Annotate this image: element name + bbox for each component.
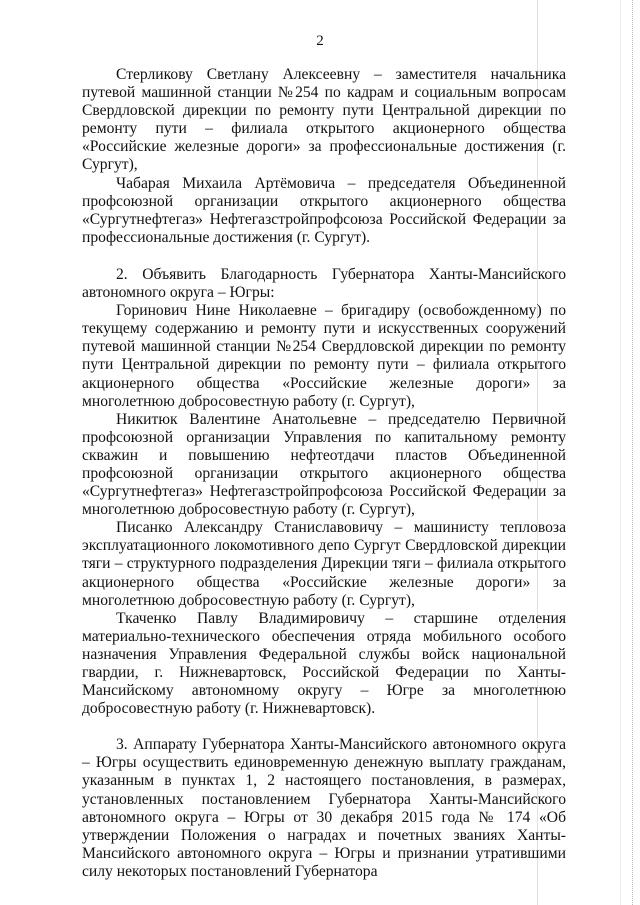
page-number: 2 xyxy=(316,33,324,49)
section-2-heading: 2. Объявить Благодарность Губернатора Ханты-Мансийского автономного округа – Югры: xyxy=(82,265,566,302)
paragraph-sterlikova: Стерликову Светлану Алексеевну – заместителя начальника путевой машинной станции №254 по кадрам и социальным вопросам Свердловской дирекции по ремонту пути Центральной дирекции по ремонту пути – филиала открытого акционерного общества «Российские железные дороги» за профессиональные достижения (г. Сургут), xyxy=(82,66,566,174)
scan-artifact-dotted-line xyxy=(632,0,633,905)
section-3-paragraph: 3. Аппарату Губернатора Ханты-Мансийского автономного округа – Югры осуществить единовременную денежную выплату гражданам, указанным в пунктах 1, 2 настоящего постановления, в размерах, установленных постановлением Губернатора Ханты-Мансийского автономного округа – Югры от 30 декабря 2015 года № 174 «Об утверждении Положения о наградах и почетных званиях Ханты-Мансийского автономного округа – Югры и признании утратившими силу некоторых постановлений Губернатора xyxy=(82,736,566,880)
paragraph-spacer xyxy=(82,247,566,266)
paragraph-chabaraya: Чабарая Михаила Артёмовича – председателя Объединенной профсоюзной организации открытого акционерного общества «Сургутнефтегаз» Нефтегазстройпрофсоюза Российской Федерации за профессиональные достижения (г. Сургут). xyxy=(82,174,566,246)
paragraph-nikityuk: Никитюк Валентине Анатольевне – председателю Первичной профсоюзной организации Управления по капитальному ремонту скважин и повышению нефтеотдачи пластов Объединенной профсоюзной организации открытого акционерного общества «Сургутнефтегаз» Нефтегазстройпрофсоюза Российской Федерации за многолетнюю добросовестную работу (г. Сургут), xyxy=(82,410,566,519)
paragraph-tkachenko: Ткаченко Павлу Владимировичу – старшине отделения материально-технического обеспечения отряда мобильного особого назначения Управления Федеральной службы войск национальной гвардии, г. Нижневартовск, Российской Федерации по Ханты-Мансийскому автономному округу – Югре за многолетнюю добросовестную работу (г. Нижневартовск). xyxy=(82,609,566,718)
document-body xyxy=(82,66,566,881)
paragraph-gorinovich: Горинович Нине Николаевне – бригадиру (освобожденному) по текущему содержанию и ремонту пути и искусственных сооружений путевой машинной станции №254 Свердловской дирекции по ремонту пути Центральной дирекции по ремонту пути – филиала открытого акционерного общества «Российские железные дороги» за многолетнюю добросовестную работу (г. Сургут), xyxy=(82,302,566,410)
paragraph-pisanko: Писанко Александру Станиславовичу – машинисту тепловоза эксплуатационного локомотивного депо Сургут Свердловской дирекции тяги – структурного подразделения Дирекции тяги – филиала открытого акционерного общества «Российские железные дороги» за многолетнюю добросовестную работу (г. Сургут), xyxy=(82,519,566,609)
scan-artifact-line xyxy=(620,0,621,905)
paragraph-spacer xyxy=(82,718,566,736)
